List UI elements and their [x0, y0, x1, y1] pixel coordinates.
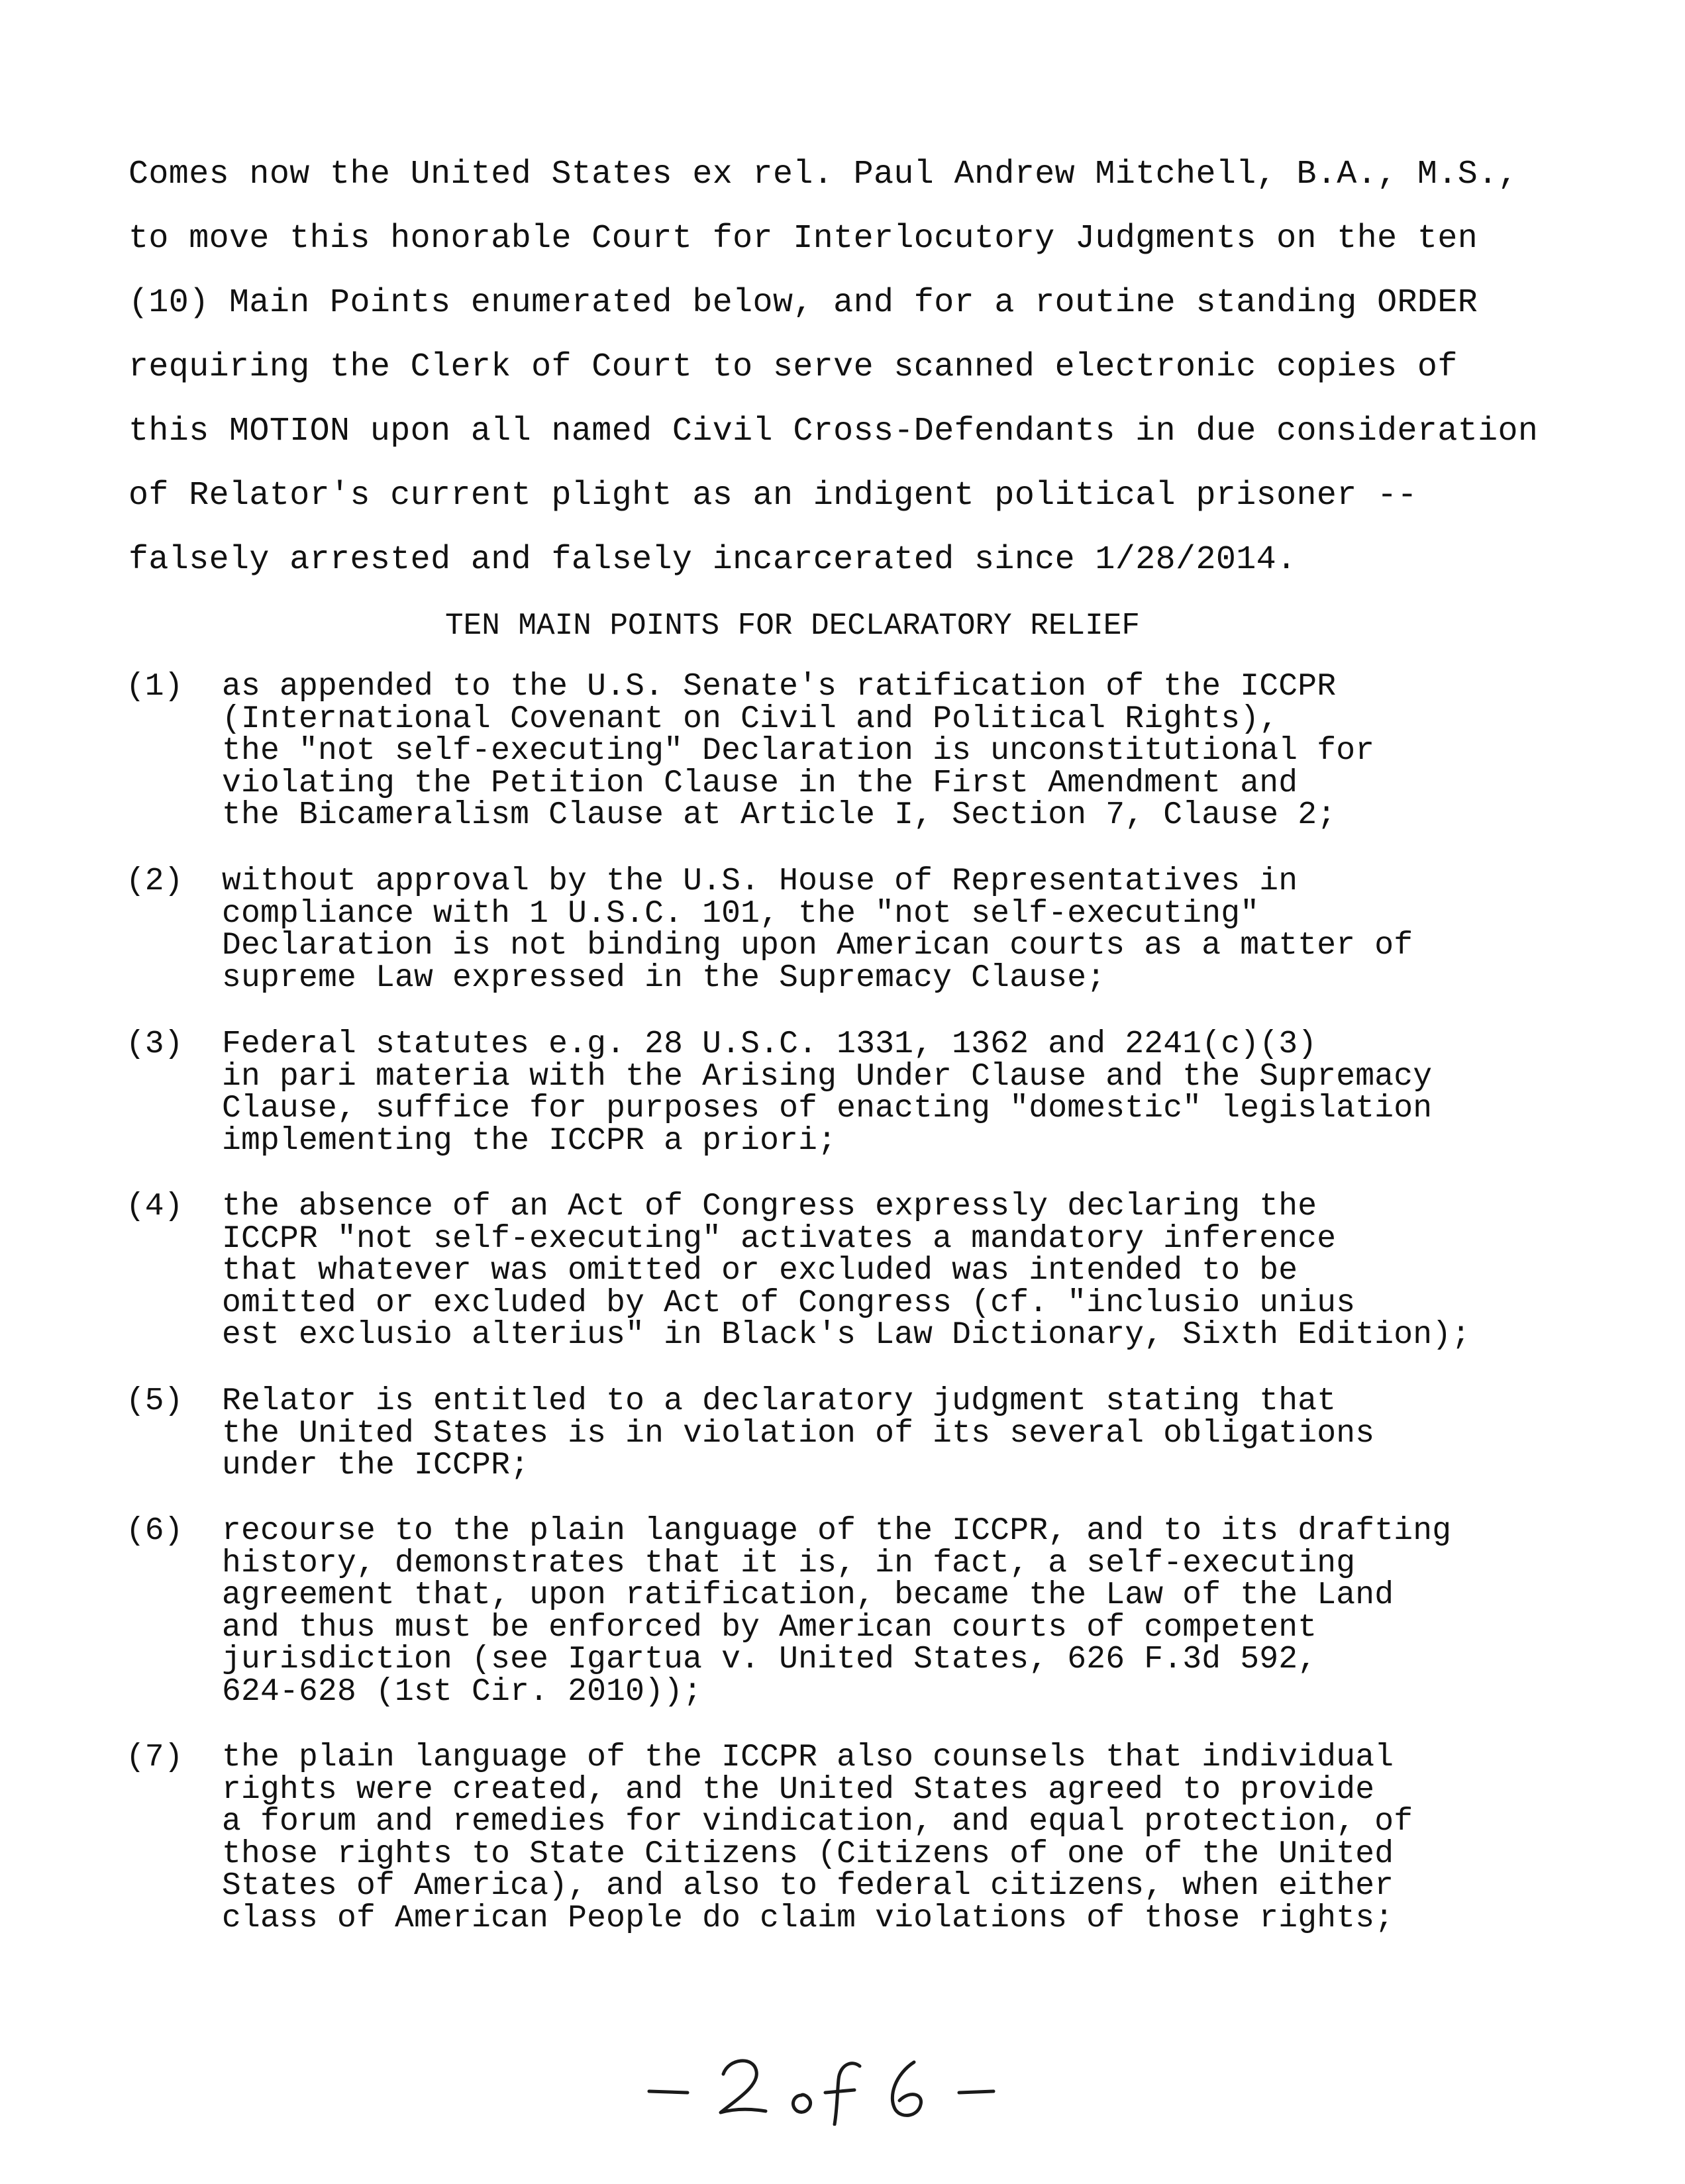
point-text — [222, 1515, 1626, 1708]
point-text — [222, 1742, 1626, 1934]
intro-line: requiring the Clerk of Court to serve scanned electronic copies of — [128, 348, 1458, 386]
point-line: without approval by the U.S. House of Representatives in — [222, 864, 1298, 899]
intro-line: (10) Main Points enumerated below, and for a routine standing ORDER — [128, 284, 1478, 322]
point-number: (3) — [126, 1026, 183, 1062]
point-line: and thus must be enforced by American courts of competent — [222, 1609, 1317, 1646]
point-text — [222, 1191, 1626, 1352]
point-line: the plain language of the ICCPR also counsels that individual — [222, 1740, 1394, 1775]
point-line: the absence of an Act of Congress expressly declaring the — [222, 1189, 1317, 1224]
point-line: supreme Law expressed in the Supremacy Clause; — [222, 960, 1106, 996]
point-line: recourse to the plain language of the ICCPR, and to its drafting — [222, 1513, 1452, 1549]
point-line: that whatever was omitted or excluded was intended to be — [222, 1253, 1298, 1289]
point-text — [222, 866, 1626, 994]
intro-line: falsely arrested and falsely incarcerated since 1/28/2014. — [128, 541, 1297, 579]
point-line: as appended to the U.S. Senate's ratification of the ICCPR — [222, 669, 1337, 705]
point-number: (4) — [126, 1189, 183, 1224]
point-line: ICCPR "not self-executing" activates a mandatory inference — [222, 1220, 1337, 1257]
point-line: the Bicameralism Clause at Article I, Section 7, Clause 2; — [222, 797, 1337, 833]
intro-line: of Relator's current plight as an indigent political prisoner -- — [128, 477, 1417, 515]
handwritten-page-marker — [636, 2040, 1060, 2126]
point-line: Declaration is not binding upon American courts as a matter of — [222, 928, 1413, 964]
intro-line: to move this honorable Court for Interlocutory Judgments on the ten — [128, 220, 1478, 258]
point-number: (5) — [126, 1383, 183, 1419]
point-line: Federal statutes e.g. 28 U.S.C. 1331, 1362 and 2241(c)(3) — [222, 1026, 1317, 1062]
handwritten-page-number-drawing — [636, 2040, 1060, 2126]
point-line: jurisdiction (see Igartua v. United States, 626 F.3d 592, — [222, 1642, 1317, 1677]
point-line: Relator is entitled to a declaratory judgment stating that — [222, 1383, 1337, 1419]
point-line: class of American People do claim violations of those rights; — [222, 1900, 1394, 1936]
point-number: (7) — [126, 1740, 183, 1775]
point-text — [222, 671, 1626, 832]
point-number: (6) — [126, 1513, 183, 1549]
point-line: States of America), and also to federal citizens, when either — [222, 1868, 1394, 1904]
intro-line: Comes now the United States ex rel. Paul Andrew Mitchell, B.A., M.S., — [128, 156, 1518, 193]
point-line: 624-628 (1st Cir. 2010)); — [222, 1673, 703, 1710]
point-line: in pari materia with the Arising Under Clause and the Supremacy — [222, 1058, 1433, 1095]
point-line: est exclusio alterius" in Black's Law Dictionary, Sixth Edition); — [222, 1317, 1471, 1353]
section-heading: TEN MAIN POINTS FOR DECLARATORY RELIEF — [445, 609, 1140, 643]
point-line: agreement that, upon ratification, became the Law of the Land — [222, 1577, 1394, 1613]
point-line: rights were created, and the United States agreed to provide — [222, 1771, 1375, 1808]
point-text — [222, 1385, 1626, 1482]
point-line: a forum and remedies for vindication, and equal protection, of — [222, 1804, 1413, 1840]
point-text — [222, 1028, 1626, 1157]
point-number: (2) — [126, 864, 183, 899]
point-line: those rights to State Citizens (Citizens of one of the United — [222, 1836, 1394, 1872]
point-number: (1) — [126, 669, 183, 705]
point-line: Clause, suffice for purposes of enacting "domestic" legislation — [222, 1091, 1433, 1126]
point-line: compliance with 1 U.S.C. 101, the "not self-executing" — [222, 895, 1260, 932]
intro-paragraph — [128, 142, 1572, 592]
point-line: under the ICCPR; — [222, 1448, 530, 1483]
point-line: implementing the ICCPR a priori; — [222, 1122, 837, 1159]
point-line: (International Covenant on Civil and Political Rights), — [222, 701, 1279, 737]
point-line: the "not self-executing" Declaration is unconstitutional for — [222, 733, 1375, 769]
point-line: the United States is in violation of its several obligations — [222, 1415, 1375, 1452]
point-line: violating the Petition Clause in the First Amendment and — [222, 765, 1298, 801]
point-line: omitted or excluded by Act of Congress (cf. "inclusio unius — [222, 1285, 1356, 1321]
intro-line: this MOTION upon all named Civil Cross-Defendants in due consideration — [128, 413, 1539, 450]
point-line: history, demonstrates that it is, in fact, a self-executing — [222, 1545, 1356, 1581]
